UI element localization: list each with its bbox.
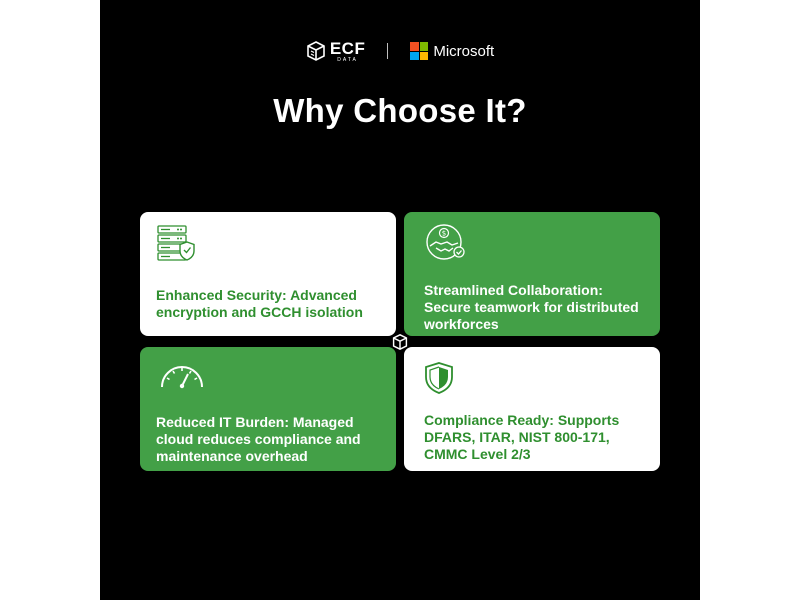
card-enhanced-security xyxy=(140,212,396,336)
microsoft-squares-icon xyxy=(410,42,428,60)
infographic-canvas xyxy=(100,0,700,600)
server-shield-icon xyxy=(156,224,196,269)
page-title: Why Choose It? xyxy=(273,92,527,129)
microsoft-logo xyxy=(410,42,494,60)
card-compliance-ready xyxy=(404,347,660,471)
header-logos xyxy=(100,38,700,64)
card-text: Compliance Ready: Supports DFARS, ITAR, NIST 800-171, CMMC Level 2/3 xyxy=(424,412,620,462)
gauge-icon xyxy=(158,361,206,394)
ecf-logo-sub: DATA xyxy=(337,56,358,63)
card-streamlined-collaboration xyxy=(404,212,660,336)
card-text: Streamlined Collaboration: Secure teamwork for distributed workforces xyxy=(424,282,639,332)
handshake-dollar-icon xyxy=(422,222,468,267)
logo-divider xyxy=(387,43,388,59)
shield-icon xyxy=(424,361,454,400)
ecf-cube-icon xyxy=(306,41,326,61)
ecf-logo-name: ECF xyxy=(329,38,366,58)
card-text: Reduced IT Burden: Managed cloud reduces compliance and maintenance overhead xyxy=(156,414,361,464)
svg-text:$: $ xyxy=(441,229,447,238)
card-reduced-it-burden xyxy=(140,347,396,471)
ecf-cube-center-icon xyxy=(392,334,408,350)
card-text: Enhanced Security: Advanced encryption and GCCH isolation xyxy=(156,287,363,320)
microsoft-logo-name: Microsoft xyxy=(433,42,495,60)
ecf-data-logo xyxy=(306,40,366,63)
